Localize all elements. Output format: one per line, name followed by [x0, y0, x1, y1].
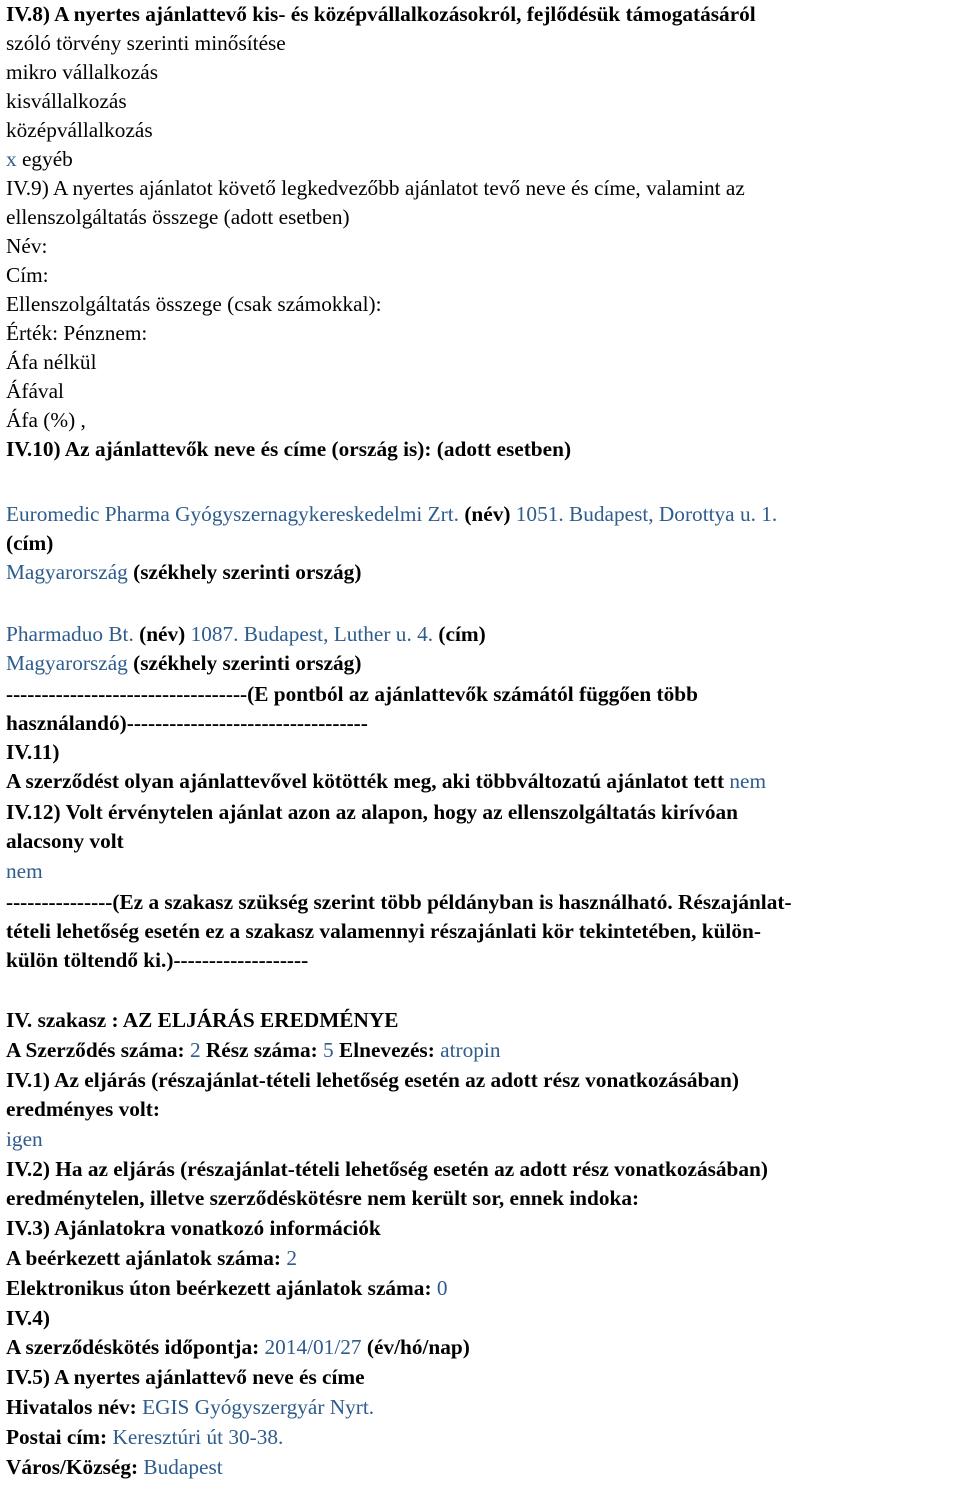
runnerup-address-label: Cím: [6, 263, 49, 287]
name-tag: (név) [133, 622, 191, 646]
contract-number: 2 [189, 1038, 201, 1062]
address-tag: (cím) [6, 531, 54, 555]
eoffers-count: 0 [436, 1276, 448, 1300]
bidder1-name: Euromedic Pharma Gyógyszernagykereskedelmi Zrt. [6, 502, 459, 526]
iv3-heading: IV.3) Ajánlatokra vonatkozó információk [6, 1216, 381, 1240]
name-tag: (név) [459, 502, 516, 526]
iv8-title-line2: szóló törvény szerinti minősítése [6, 31, 286, 55]
part-number: 5 [323, 1038, 334, 1062]
selected-mark: x [6, 147, 17, 171]
bidder1-country-line [6, 558, 361, 587]
iv1-value: igen [6, 1127, 43, 1151]
country-tag: (székhely szerinti ország) [127, 560, 362, 584]
date-line: A szerződéskötés időpontja: 2014/01/27 (év/hó/nap) [6, 1335, 470, 1359]
iv10-title: IV.10) Az ajánlattevők neve és címe (ország is): (adott esetben) [6, 437, 572, 461]
iv2-line2: eredménytelen, illetve szerződéskötésre nem került sor, ennek indoka: [6, 1186, 640, 1210]
option-medium: középvállalkozás [6, 118, 153, 142]
iv9-title-line1: IV.9) A nyertes ajánlatot követő legkedvezőbb ajánlatot tevő neve és címe, valamint az [6, 176, 745, 200]
iv1-line1: IV.1) Az eljárás (részajánlat-tételi lehetőség esetén az adott rész vonatkozásában) [6, 1068, 739, 1092]
section-note-line3: külön töltendő ki.)------------------- [6, 948, 309, 972]
contract-date: 2014/01/27 [264, 1335, 362, 1359]
postal-address: Keresztúri út 30-38. [112, 1425, 284, 1449]
bidder1-country: Magyarország [6, 560, 128, 584]
iv12-text-line1: IV.12) Volt érvénytelen ajánlat azon az alapon, hogy az ellenszolgáltatás kirívóan [6, 800, 738, 824]
runnerup-amount-label: Ellenszolgáltatás összege (csak számokkal): [6, 292, 382, 316]
official-name: EGIS Gyógyszergyár Nyrt. [142, 1395, 375, 1419]
iv4-heading: IV.4) [6, 1306, 50, 1330]
option-micro: mikro vállalkozás [6, 60, 158, 84]
iv12-text-line2: alacsony volt [6, 829, 124, 853]
with-vat-label: Áfával [6, 379, 64, 403]
iv9-title-line2: ellenszolgáltatás összege (adott esetben) [6, 205, 350, 229]
bidder1-address: 1051. Budapest, Dorottya u. 1. [515, 502, 778, 526]
eoffers-line: Elektronikus úton beérkezett ajánlatok száma: 0 [6, 1276, 448, 1300]
official-name-line: Hivatalos név: EGIS Gyógyszergyár Nyrt. [6, 1395, 375, 1419]
value-currency-label: Érték: Pénznem: [6, 321, 148, 345]
section-note-line2: tételi lehetőség esetén ez a szakasz valamennyi részajánlati kör tekintetében, külön- [6, 919, 761, 943]
address-tag: (cím) [433, 622, 486, 646]
postal-address-line: Postai cím: Keresztúri út 30-38. [6, 1425, 284, 1449]
section-heading: IV. szakasz : AZ ELJÁRÁS EREDMÉNYE [6, 1008, 399, 1032]
repeat-note-line2: használandó)---------------------------------- [6, 711, 368, 735]
bidder2-country-line [6, 649, 361, 678]
offers-line: A beérkezett ajánlatok száma: 2 [6, 1246, 297, 1270]
city-line: Város/Község: Budapest [6, 1455, 223, 1479]
option-other [6, 145, 73, 174]
iv11-line [6, 767, 766, 796]
iv5-heading: IV.5) A nyertes ajánlattevő neve és címe [6, 1365, 365, 1389]
iv11-text: A szerződést olyan ajánlattevővel kötötték meg, aki többváltozatú ajánlatot tett [6, 769, 730, 793]
iv12-value: nem [6, 859, 43, 883]
without-vat-label: Áfa nélkül [6, 350, 97, 374]
vat-percent-label: Áfa (%) , [6, 408, 86, 432]
city: Budapest [143, 1455, 223, 1479]
option-other-label: egyéb [16, 147, 73, 171]
section-note-line1: ---------------(Ez a szakasz szükség szerint több példányban is használható. Részajánlat- [6, 890, 792, 914]
bidder2-address: 1087. Budapest, Luther u. 4. [190, 622, 434, 646]
iv1-line2: eredményes volt: [6, 1097, 160, 1121]
option-small: kisvállalkozás [6, 89, 127, 113]
bidder1-line [6, 500, 777, 529]
bidder2-name: Pharmaduo Bt. [6, 622, 134, 646]
offers-count: 2 [286, 1246, 297, 1270]
bidder2-line [6, 620, 486, 649]
repeat-note-line1: ----------------------------------(E pontból az ajánlattevők számától függően több [6, 682, 698, 706]
iv11-value: nem [729, 769, 767, 793]
country-tag: (székhely szerinti ország) [127, 651, 362, 675]
part-description: atropin [440, 1038, 501, 1062]
iv2-line1: IV.2) Ha az eljárás (részajánlat-tételi lehetőség esetén az adott rész vonatkozásában) [6, 1157, 768, 1181]
contract-line: A Szerződés száma: 2 Rész száma: 5 Elnevezés: atropin [6, 1038, 501, 1062]
iv8-title-line1: IV.8) A nyertes ajánlattevő kis- és középvállalkozásokról, fejlődésük támogatásáról [6, 2, 756, 26]
iv11-code: IV.11) [6, 740, 60, 764]
bidder2-country: Magyarország [6, 651, 128, 675]
runnerup-name-label: Név: [6, 234, 48, 258]
